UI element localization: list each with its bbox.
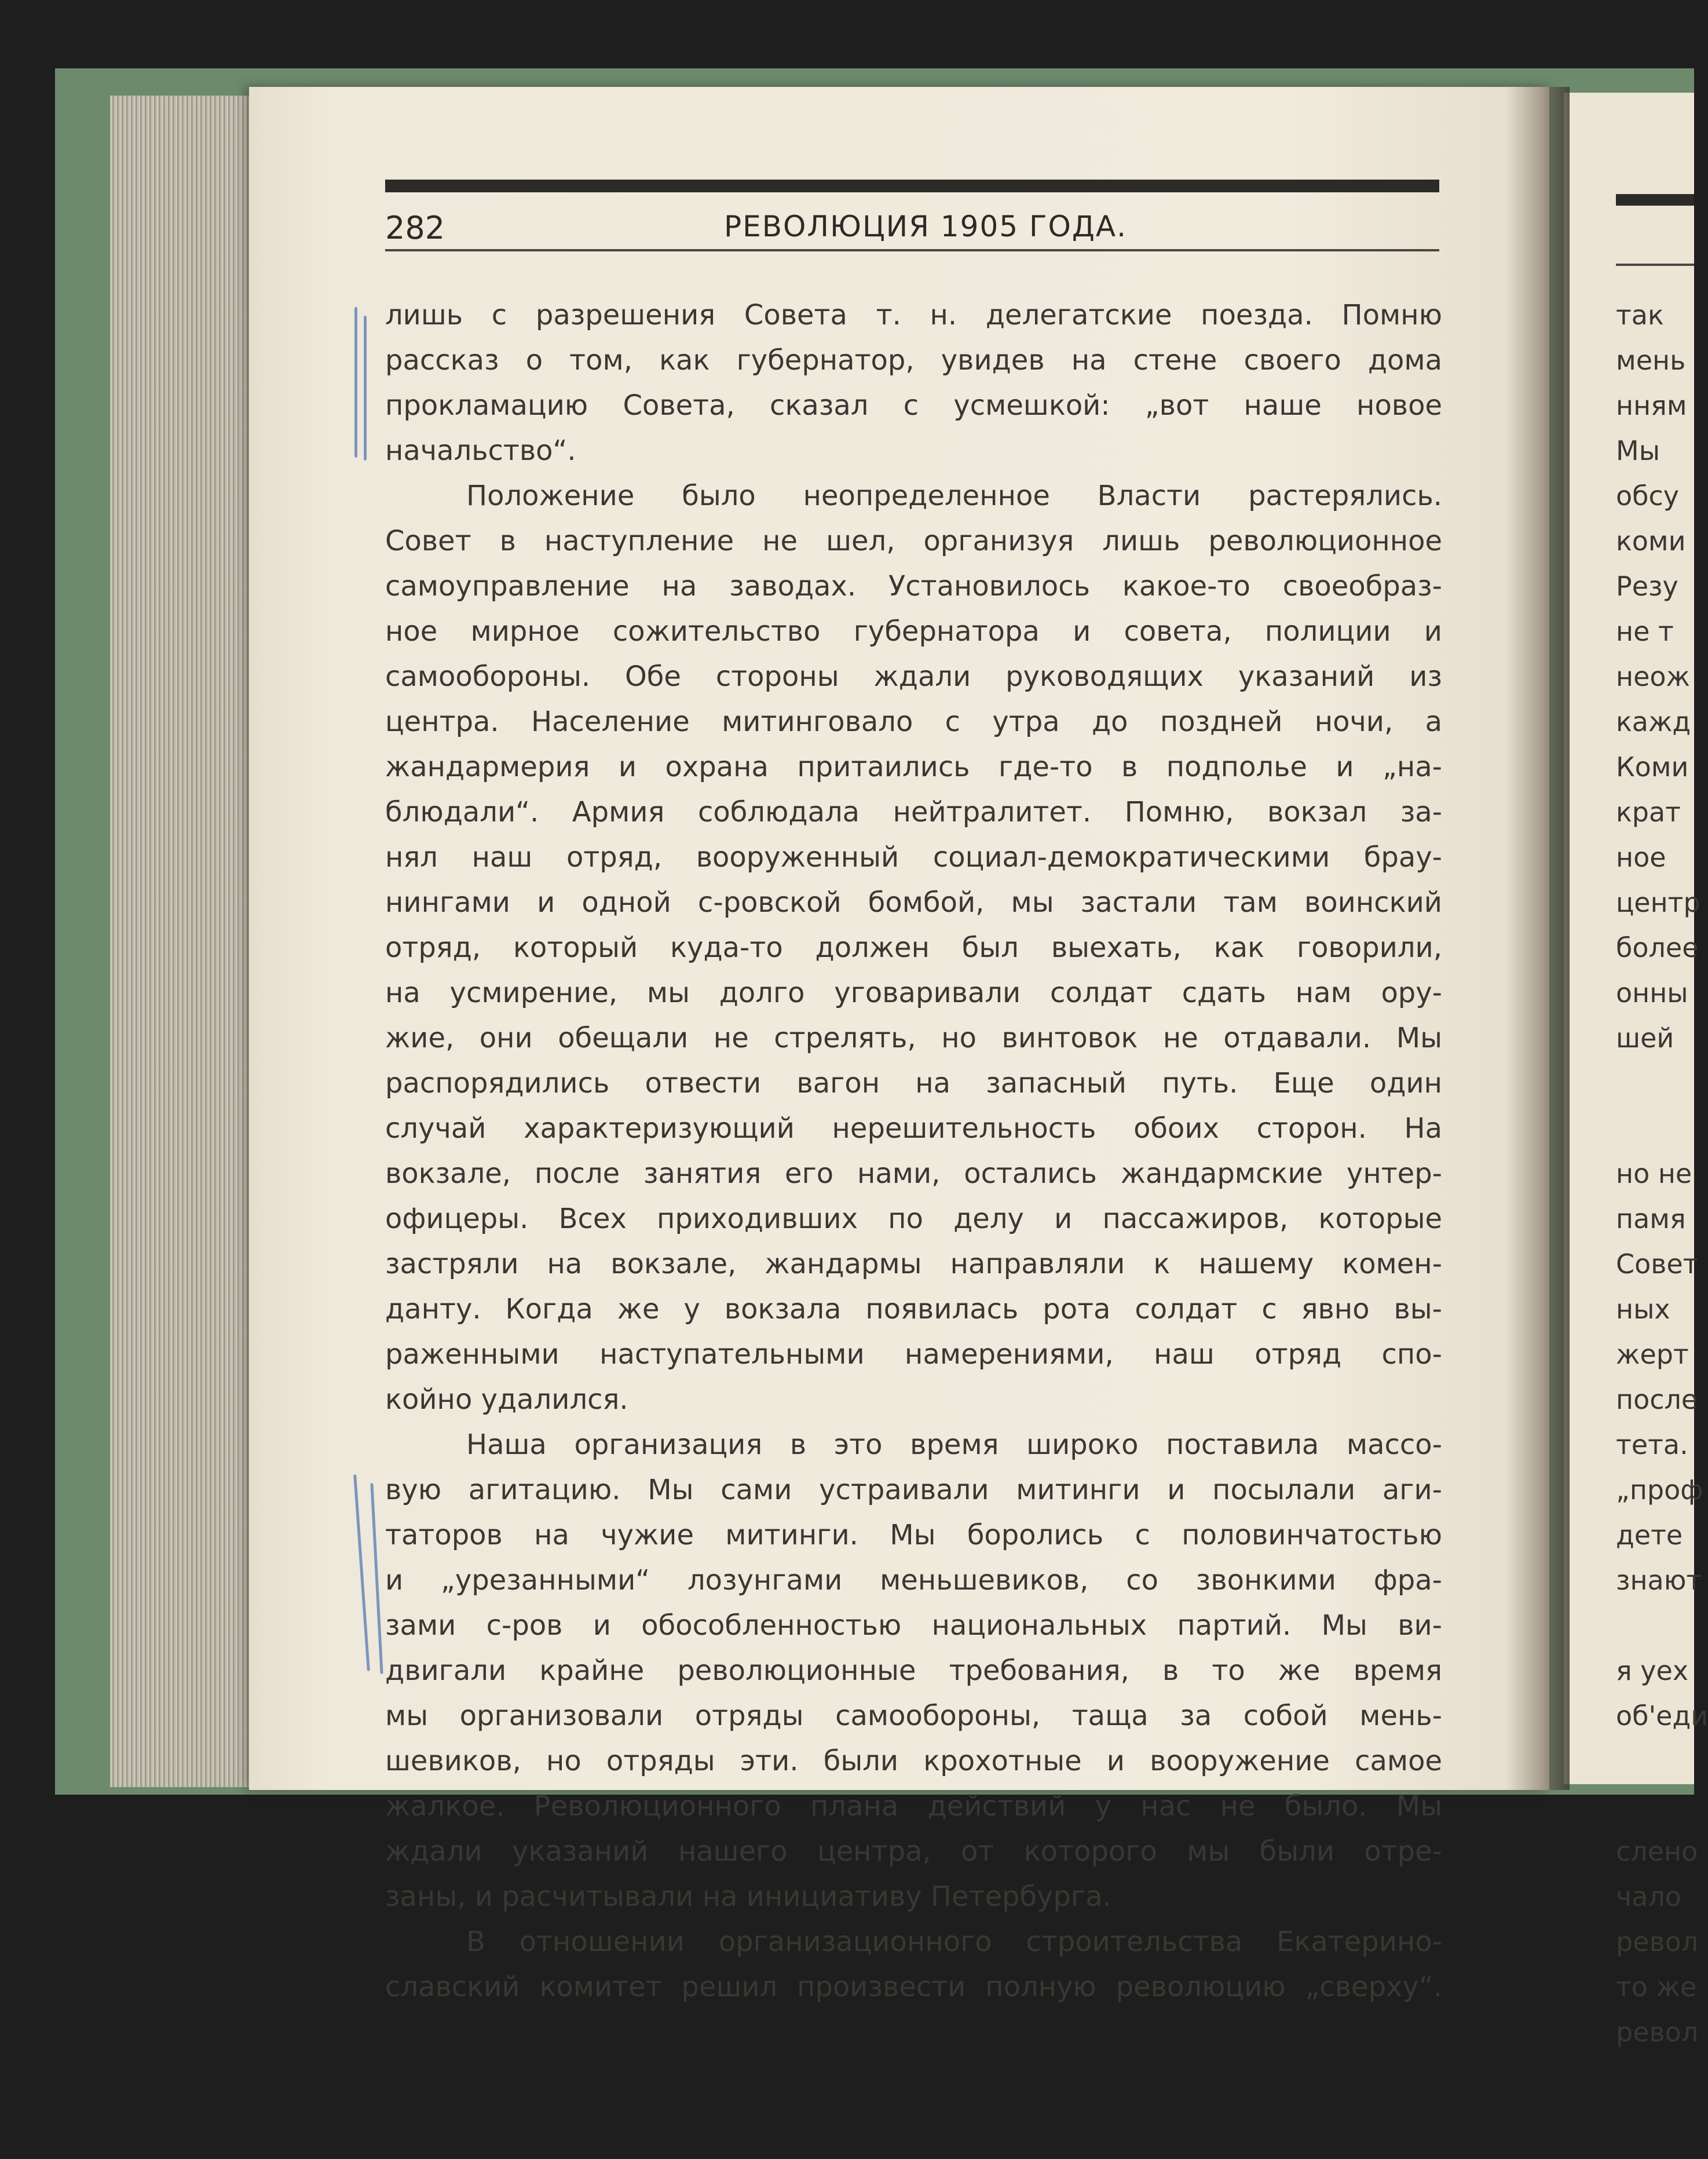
text-line: вокзале, после занятия его нами, остались жандармские унтер- [385, 1157, 1442, 1190]
text-line: центра. Население митинговало с утра до поздней ночи, а [385, 706, 1442, 738]
text-line: лишь с разрешения Совета т. н. делегатские поезда. Помню [385, 299, 1442, 331]
right-page-line: револ [1616, 2016, 1699, 2048]
text-line: случай характеризующий нерешительность обоих сторон. На [385, 1112, 1442, 1145]
text-line: нял наш отряд, вооруженный социал-демократическими брау- [385, 841, 1442, 874]
text-line: двигали крайне революционные требования, в то же время [385, 1654, 1442, 1687]
right-page-line: коми [1616, 525, 1686, 557]
right-page-line: памя [1616, 1203, 1686, 1234]
right-page-line: не т [1616, 616, 1674, 647]
text-line: офицеры. Всех приходивших по делу и пассажиров, которые [385, 1203, 1442, 1235]
right-header-rule-thin [1616, 264, 1694, 266]
text-line: рассказ о том, как губернатор, увидев на стене своего дома [385, 344, 1442, 377]
text-line: жалкое. Революционного плана действий у нас не было. Мы [385, 1790, 1442, 1822]
book-gutter [1506, 87, 1570, 1790]
right-page-line: ных [1616, 1294, 1670, 1325]
text-line: Наша организация в это время широко поставила массо- [466, 1429, 1442, 1461]
text-line: заны, и расчитывали на инициативу Петербурга. [385, 1880, 1111, 1913]
right-page-line: обсу [1616, 480, 1680, 512]
text-line: В отношении организационного строительства Екатерино- [466, 1926, 1442, 1958]
text-line: ное мирное сожительство губернатора и совета, полиции и [385, 615, 1442, 648]
text-line: зами с-ров и обособленностью национальных партий. Мы ви- [385, 1609, 1442, 1642]
text-line: нингами и одной с-ровской бомбой, мы застали там воинский [385, 886, 1442, 919]
running-head: РЕВОЛЮЦИЯ 1905 ГОДА. [724, 210, 1127, 243]
text-line: прокламацию Совета, сказал с усмешкой: „вот наше новое [385, 389, 1442, 422]
right-page-line: слено [1616, 1836, 1698, 1867]
right-page-line: крат [1616, 797, 1681, 828]
text-line: данту. Когда же у вокзала появилась рота солдат с явно вы- [385, 1293, 1442, 1325]
right-header-rule-thick [1616, 194, 1694, 206]
header-rule-thick [385, 180, 1439, 192]
right-page-line: Совет [1616, 1248, 1699, 1280]
right-page-line: неож [1616, 661, 1690, 692]
right-page-line: более [1616, 932, 1699, 963]
right-page-line: Резу [1616, 571, 1678, 602]
text-line: шевиков, но отряды эти. были крохотные и вооружение самое [385, 1745, 1442, 1777]
right-page-line: нням [1616, 390, 1687, 421]
right-page-line: знают [1616, 1565, 1702, 1596]
text-line: жие, они обещали не стрелять, но винтовок не отдавали. Мы [385, 1022, 1442, 1054]
text-line: койно удалился. [385, 1383, 628, 1416]
header-rule-thin [385, 249, 1439, 251]
text-line: таторов на чужие митинги. Мы боролись с половинчатостью [385, 1519, 1442, 1551]
text-line: отряд, который куда-то должен был выехать, как говорили, [385, 931, 1442, 964]
right-page-line: жерт [1616, 1339, 1689, 1370]
text-line: ждали указаний нашего центра, от которого мы были отре- [385, 1835, 1442, 1868]
right-page-line: револ [1616, 1926, 1699, 1957]
text-line: мы организовали отряды самообороны, таща за собой мень- [385, 1700, 1442, 1732]
body-text [385, 293, 1442, 2010]
text-line: славский комитет решил произвести полную революцию „сверху“. [385, 1971, 1442, 2003]
right-page-line: дете [1616, 1519, 1683, 1551]
right-page-line: я уех [1616, 1655, 1689, 1686]
right-page-line: центр [1616, 887, 1700, 918]
text-line: блюдали“. Армия соблюдала нейтралитет. Помню, вокзал за- [385, 796, 1442, 828]
text-line: вую агитацию. Мы сами устраивали митинги и посылали аги- [385, 1474, 1442, 1506]
text-line: самоуправление на заводах. Установилось какое-то своеобраз- [385, 570, 1442, 602]
text-line: начальство“. [385, 434, 576, 467]
right-page-line [1616, 1738, 1708, 1784]
right-page-line: то же [1616, 1971, 1697, 2003]
text-line: распорядились отвести вагон на запасный путь. Еще один [385, 1067, 1442, 1099]
right-page-line: после [1616, 1384, 1698, 1415]
text-line: Совет в наступление не шел, организуя лишь революционное [385, 525, 1442, 557]
text-line: раженными наступательными намерениями, наш отряд спо- [385, 1338, 1442, 1371]
right-page-line: ное [1616, 842, 1666, 873]
text-line: Положение было неопределенное Власти растерялись. [466, 480, 1442, 512]
text-line: и „урезанными“ лозунгами меньшевиков, со звонкими фра- [385, 1564, 1442, 1597]
right-page-line: онны [1616, 977, 1688, 1009]
right-page-line: но не [1616, 1158, 1692, 1189]
right-page-line: чало [1616, 1881, 1681, 1912]
pencil-margin-mark [364, 316, 367, 461]
right-page-line: об'еди [1616, 1700, 1708, 1731]
text-line: на усмирение, мы долго уговаривали солдат сдать нам ору- [385, 977, 1442, 1009]
right-page-line: кажд [1616, 706, 1691, 737]
right-page-line: тета. [1616, 1429, 1688, 1460]
right-page-line [1616, 1784, 1708, 1829]
right-page-line: Коми [1616, 751, 1689, 783]
right-page-line: Мы [1616, 435, 1661, 466]
text-line: жандармерия и охрана притаились где-то в подполье и „на- [385, 751, 1442, 783]
right-page-line [1616, 1061, 1708, 1106]
right-page-line: шей [1616, 1022, 1674, 1054]
page-number: 282 [385, 210, 445, 246]
pencil-margin-mark [354, 307, 357, 458]
text-line: застряли на вокзале, жандармы направляли к нашему комен- [385, 1248, 1442, 1280]
right-page-line: „проф [1616, 1474, 1703, 1506]
right-page-line: мень [1616, 345, 1686, 376]
right-page-line: так [1616, 299, 1664, 331]
right-page-line [1616, 1106, 1708, 1151]
text-line: самообороны. Обе стороны ждали руководящих указаний из [385, 660, 1442, 693]
right-page-line [1616, 1603, 1708, 1648]
right-page-text [1616, 293, 1708, 2055]
